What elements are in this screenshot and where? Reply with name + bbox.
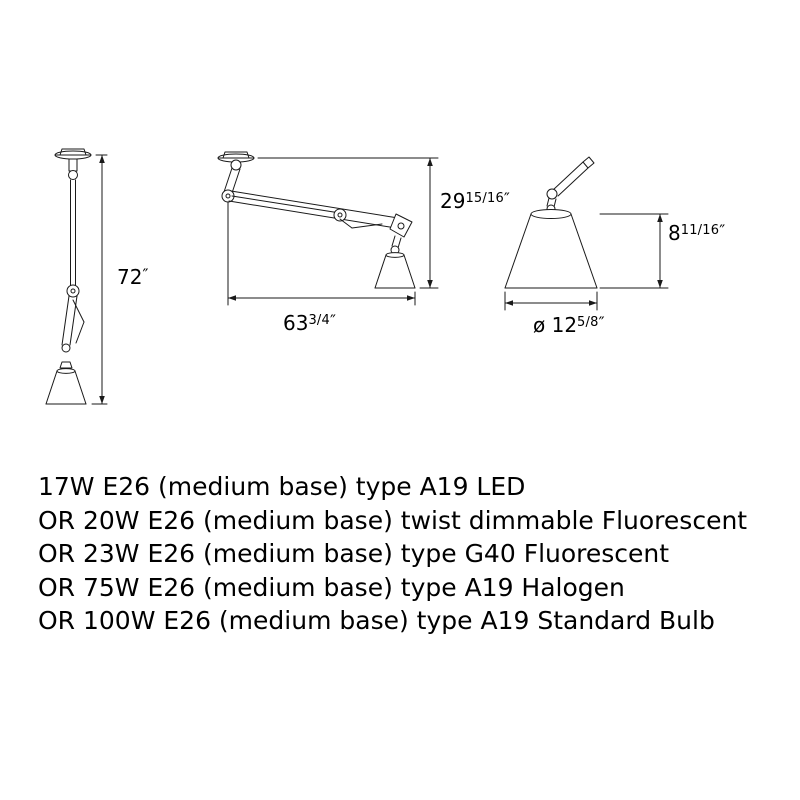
- shade-diameter-dimension: [505, 292, 597, 310]
- arm-reach-label: $63^{3/4''}$: [283, 311, 336, 335]
- spec-line: OR 23W E26 (medium base) type G40 Fluorescent: [38, 539, 670, 568]
- drop-height-label: 72″: [117, 265, 149, 289]
- shade-diameter-label: ø $12^{5/8''}$: [533, 313, 605, 337]
- spec-line: 17W E26 (medium base) type A19 LED: [38, 472, 526, 501]
- suspension-side-view: [46, 149, 91, 404]
- arm-extended-view: [218, 152, 415, 288]
- shade-front-view: [505, 157, 597, 288]
- shade-height-label: $8^{11/16''}$: [668, 221, 726, 245]
- bulb-spec-list: [38, 470, 778, 638]
- spec-line: OR 20W E26 (medium base) twist dimmable Fluorescent: [38, 505, 748, 535]
- arm-height-label: $29^{15/16''}$: [440, 189, 510, 213]
- drop-height-dimension: [92, 155, 107, 404]
- spec-line: OR 100W E26 (medium base) type A19 Standard Bulb: [38, 606, 715, 635]
- shade-height-dimension: [600, 214, 668, 288]
- spec-line: OR 75W E26 (medium base) type A19 Halogen: [38, 572, 625, 602]
